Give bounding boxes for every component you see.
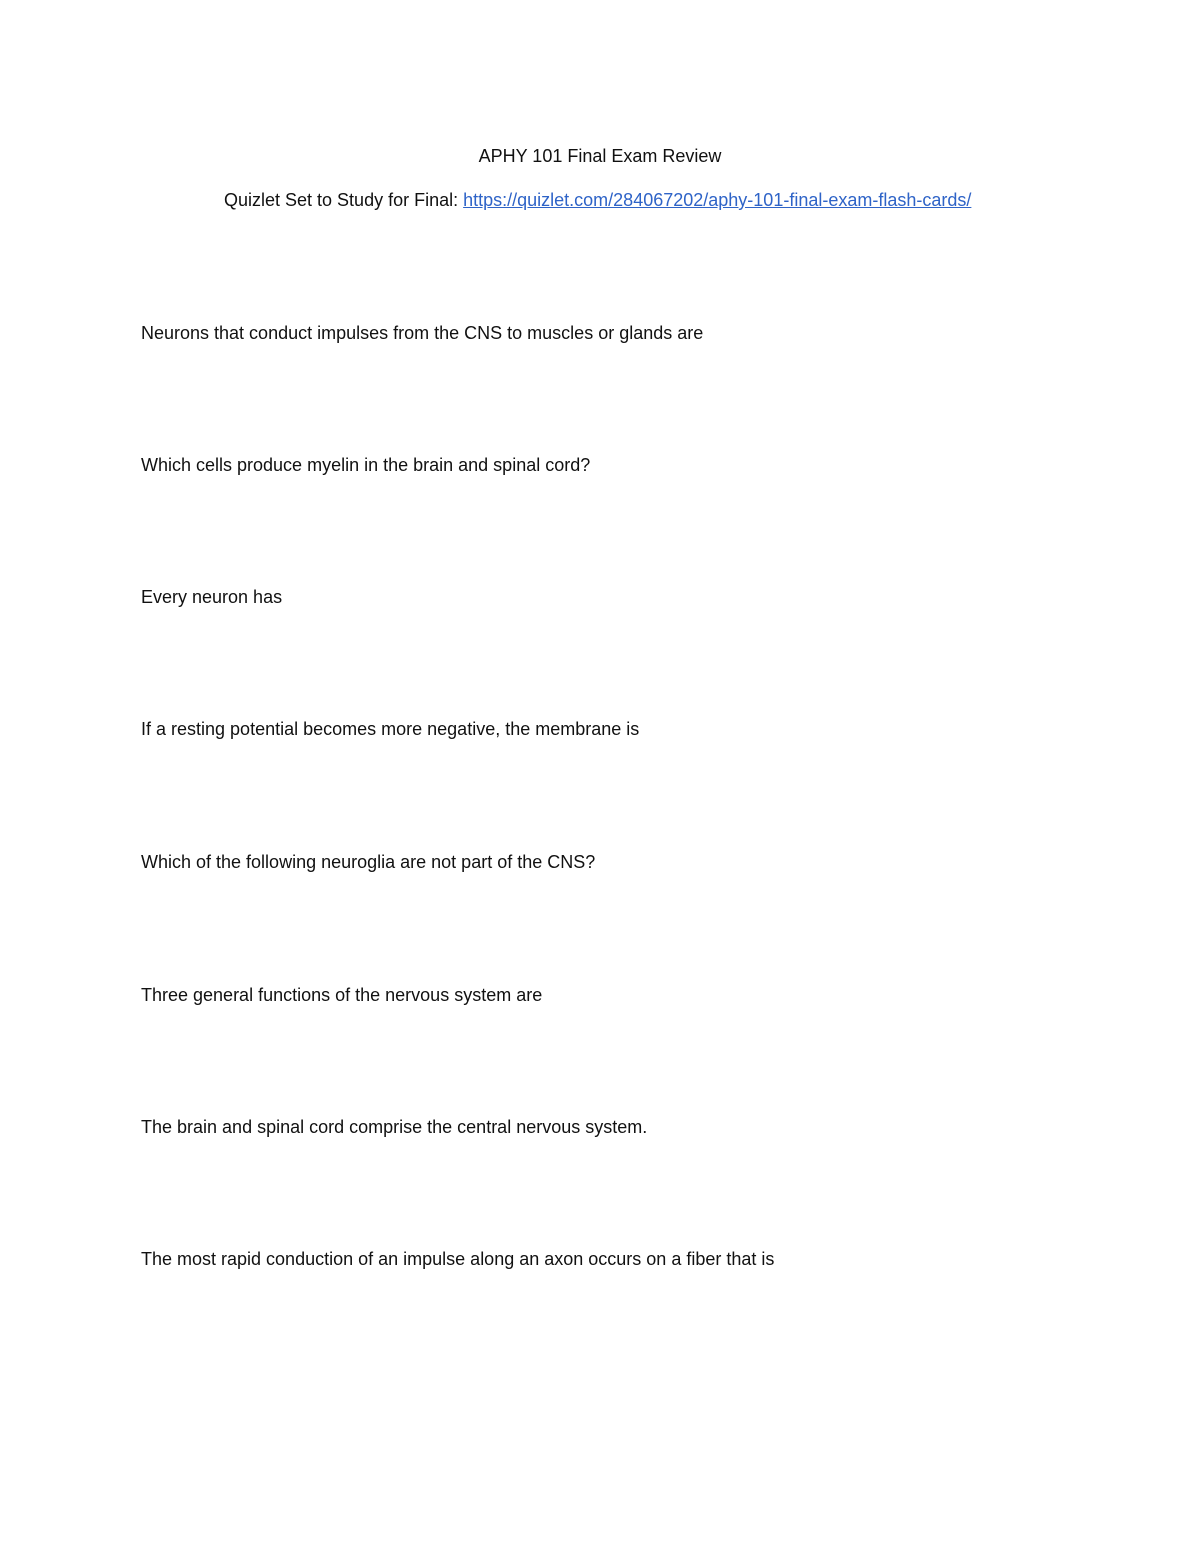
- quizlet-link[interactable]: https://quizlet.com/284067202/aphy-101-final-exam-flash-cards/: [463, 190, 972, 210]
- document-title: APHY 101 Final Exam Review: [478, 146, 722, 166]
- question-7: The brain and spinal cord comprise the central nervous system.: [141, 1117, 648, 1137]
- question-4: If a resting potential becomes more negative, the membrane is: [141, 719, 640, 739]
- question-1: Neurons that conduct impulses from the CNS to muscles or glands are: [141, 323, 704, 343]
- question-6: Three general functions of the nervous system are: [141, 985, 543, 1005]
- question-3: Every neuron has: [141, 587, 283, 607]
- question-2: Which cells produce myelin in the brain and spinal cord?: [141, 455, 591, 475]
- question-8: The most rapid conduction of an impulse along an axon occurs on a fiber that is: [141, 1249, 775, 1269]
- quizlet-line: [224, 187, 971, 213]
- quizlet-label: Quizlet Set to Study for Final:: [224, 190, 464, 210]
- question-5: Which of the following neuroglia are not part of the CNS?: [141, 852, 596, 872]
